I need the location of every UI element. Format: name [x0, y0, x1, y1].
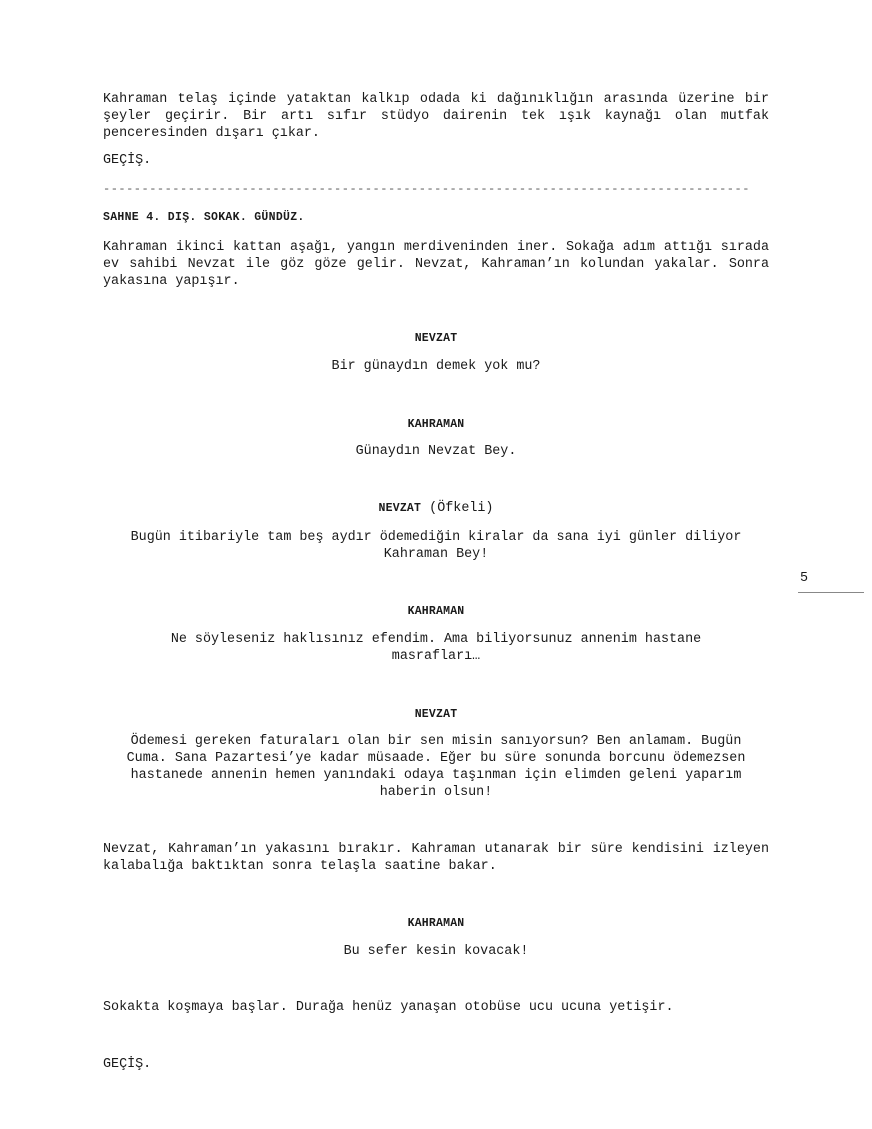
dialogue: Bu sefer kesin kovacak!	[343, 944, 529, 959]
action-paragraph: Kahraman telaş içinde yataktan kalkıp odada ki dağınıklığın arasında üzerine bir şeyler geçirir. Bir artı sıfır stüdyo dairenin tek ışık kaynağı olan mutfak penceresinden dışarı çıkar.	[103, 92, 769, 141]
page-number: 5	[800, 571, 809, 586]
dialogue-line: Ne söyleseniz haklısınız efendim. Ama biliyorsunuz annenim hastane	[170, 632, 702, 647]
transition: GEÇİŞ.	[103, 1057, 152, 1072]
dialogue-line: Cuma. Sana Pazartesi’ye kadar müsaade. Eğer bu süre sonunda borcunu ödemezsen	[126, 751, 746, 766]
dialogue-line: haberin olsun!	[379, 785, 493, 800]
action-paragraph: Kahraman ikinci kattan aşağı, yangın merdiveninden iner. Sokağa adım attığı sırada ev sahibi Nevzat ile göz göze gelir. Nevzat, Kahraman’ın kolundan yakalar. Sonra yakasına yapışır.	[103, 240, 769, 289]
character-name: KAHRAMAN	[407, 917, 465, 930]
character-cue	[103, 500, 769, 517]
action-paragraph: Sokakta koşmaya başlar. Durağa henüz yanaşan otobüse ucu ucuna yetişir.	[103, 1000, 674, 1015]
character-name: NEVZAT	[414, 708, 458, 721]
dialogue-line: Ödemesi gereken faturaları olan bir sen misin sanıyorsun? Ben anlamam. Bugün	[130, 734, 742, 749]
separator-line: ------------------------------------------------------------------------------------	[103, 182, 750, 196]
character-name: KAHRAMAN	[407, 605, 465, 618]
character-name: NEVZAT	[414, 332, 458, 345]
scene-heading: SAHNE 4. DIŞ. SOKAK. GÜNDÜZ.	[103, 211, 305, 224]
dialogue: Günaydın Nevzat Bey.	[355, 444, 517, 459]
action-paragraph: Nevzat, Kahraman’ın yakasını bırakır. Kahraman utanarak bir süre kendisini izleyen kalabalığa baktıktan sonra telaşla saatine bakar.	[103, 842, 769, 874]
transition: GEÇİŞ.	[103, 153, 152, 168]
page-number-underline	[798, 592, 864, 593]
dialogue-line: hastanede annenin hemen yanındaki odaya taşınman için elimden geleni yaparım	[130, 768, 742, 783]
dialogue-line: masrafları…	[391, 649, 481, 664]
parenthetical: (Öfkeli)	[429, 501, 494, 516]
dialogue-line: Kahraman Bey!	[383, 547, 489, 562]
dialogue: Bir günaydın demek yok mu?	[331, 359, 541, 374]
dialogue-line: Bugün itibariyle tam beş aydır ödemediğin kiralar da sana iyi günler diliyor	[130, 530, 742, 545]
character-name: NEVZAT	[378, 502, 422, 515]
character-name: KAHRAMAN	[407, 418, 465, 431]
